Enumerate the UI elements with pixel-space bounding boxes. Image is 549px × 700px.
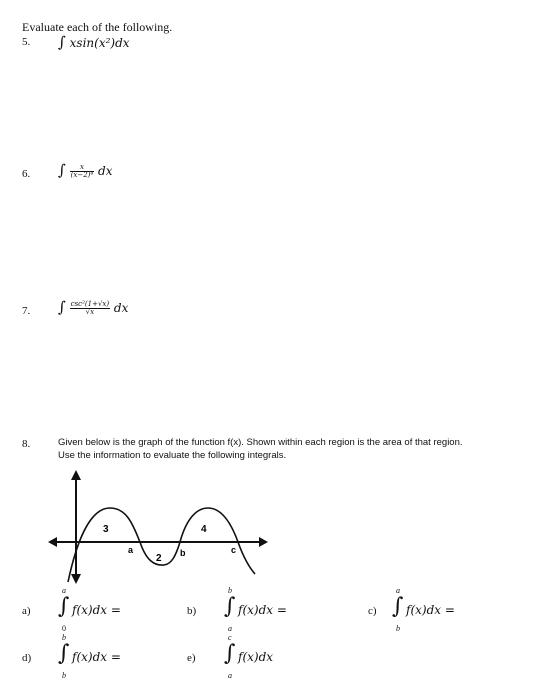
part-e-lower-limit: a <box>228 671 232 680</box>
problem-8-line-2: Use the information to evaluate the following integrals. <box>58 450 287 461</box>
part-d-lower-limit: b <box>62 671 66 680</box>
problem-6-denominator: (x−2)⁴ <box>70 171 94 179</box>
integral-sign: ∫ <box>58 298 66 316</box>
part-d-integral-sign: ∫ <box>58 641 70 666</box>
part-c-label: c) <box>368 605 377 617</box>
x-axis-left-arrow <box>48 537 57 547</box>
part-a-equals: = <box>107 603 121 617</box>
part-c-equals: = <box>441 603 455 617</box>
part-e-upper-limit: c <box>228 633 232 642</box>
point-label-c: c <box>231 545 237 555</box>
x-axis-right-arrow <box>259 537 268 547</box>
problem-5-number: 5. <box>22 36 31 48</box>
worksheet-heading: Evaluate each of the following. <box>22 20 173 34</box>
y-axis-down-arrow <box>71 574 81 584</box>
integral-sign: ∫ <box>58 33 66 51</box>
part-e-label: e) <box>187 652 196 664</box>
part-d-integrand <box>72 650 121 664</box>
part-a-integral-sign: ∫ <box>58 594 70 619</box>
part-e-integrand-text: f(x)dx <box>238 650 274 664</box>
part-b-integral-sign: ∫ <box>224 594 236 619</box>
part-b-integrand <box>238 603 287 617</box>
part-a-integrand <box>72 603 121 617</box>
part-e-integral-sign: ∫ <box>224 641 236 666</box>
part-b-label: b) <box>187 605 197 617</box>
part-b-upper-limit: b <box>228 586 232 595</box>
problem-7-numerator: csc²(1+√x) <box>70 300 110 308</box>
integral-sign: ∫ <box>58 161 66 179</box>
part-c-lower-limit: b <box>396 624 400 633</box>
function-curve <box>68 508 255 582</box>
part-c-integrand-text: f(x)dx <box>406 603 442 617</box>
part-d-equals: = <box>107 650 121 664</box>
area-label-region-1: 3 <box>103 524 109 535</box>
part-b-equals: = <box>273 603 287 617</box>
problem-7-denominator: √x <box>70 308 110 316</box>
problem-6-number: 6. <box>22 168 31 180</box>
problem-5-integrand: xsin(x²)dx <box>69 36 130 50</box>
part-a-upper-limit: a <box>62 586 66 595</box>
area-label-region-3: 4 <box>201 524 207 535</box>
part-c-upper-limit: a <box>396 586 400 595</box>
part-a-lower-limit: 0 <box>62 624 66 633</box>
part-a-integrand-text: f(x)dx <box>72 603 108 617</box>
part-e-integrand <box>238 650 273 664</box>
part-a-label: a) <box>22 605 31 617</box>
problem-8-number: 8. <box>22 438 31 450</box>
part-c-integral-sign: ∫ <box>392 594 404 619</box>
point-label-b: b <box>180 548 186 558</box>
part-d-integrand-text: f(x)dx <box>72 650 108 664</box>
part-d-label: d) <box>22 652 32 664</box>
problem-6-differential: dx <box>98 164 113 178</box>
part-b-integrand-text: f(x)dx <box>238 603 274 617</box>
area-label-region-2: 2 <box>156 553 162 564</box>
part-b-lower-limit: a <box>228 624 232 633</box>
part-c-integrand <box>406 603 455 617</box>
problem-7-number: 7. <box>22 305 31 317</box>
point-label-a: a <box>128 545 134 555</box>
problem-6-numerator: x <box>79 163 84 171</box>
problem-8-line-1: Given below is the graph of the function f(x). Shown within each region is the area of that region. <box>58 437 463 448</box>
part-d-upper-limit: b <box>62 633 66 642</box>
problem-7-differential: dx <box>113 301 129 315</box>
y-axis-up-arrow <box>71 470 81 480</box>
